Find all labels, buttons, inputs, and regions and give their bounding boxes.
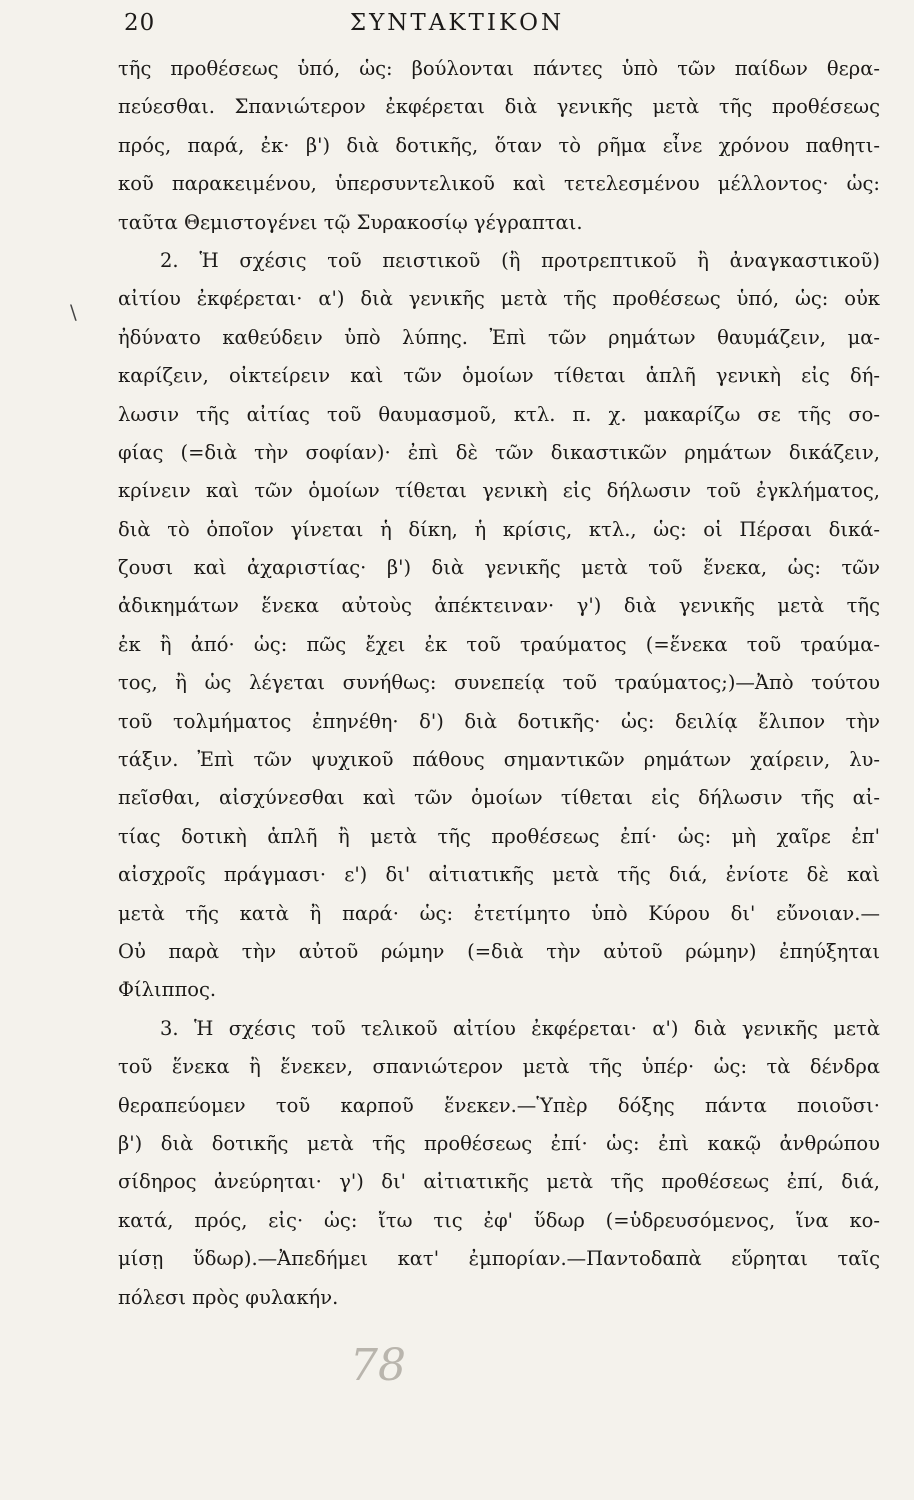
text-line: σίδηρος ἀνεύρηται· γ') δι' αἰτιατικῆς μετὰ τῆς προθέσεως ἐπί, διά, <box>118 1170 880 1194</box>
text-line: αἰτίου ἐκφέρεται· α') διὰ γενικῆς μετὰ τῆς προθέσεως ὑπό, ὡς: οὐκ <box>118 287 880 311</box>
paragraph-3-start: 3. Ἡ σχέσις τοῦ τελικοῦ αἰτίου ἐκφέρεται· α') διὰ γενικῆς μετὰ <box>160 1016 880 1040</box>
text-line: πεῖσθαι, αἰσχύνεσθαι καὶ τῶν ὁμοίων τίθεται εἰς δήλωσιν τῆς αἰ- <box>118 786 880 810</box>
text-line: πρός, παρά, ἐκ· β') διὰ δοτικῆς, ὅταν τὸ ρῆμα εἶνε χρόνου παθητι- <box>118 133 880 157</box>
running-title: ΣΥΝΤΑΚΤΙΚΟΝ <box>349 10 565 36</box>
text-line: β') διὰ δοτικῆς μετὰ τῆς προθέσεως ἐπί· ὡς: ἐπὶ κακῷ ἀνθρώπου <box>118 1131 880 1155</box>
page-number: 20 <box>124 10 156 36</box>
text-line: μετὰ τῆς κατὰ ἢ παρά· ὡς: ἐτετίμητο ὑπὸ Κύρου δι' εὔνοιαν.— <box>118 901 880 925</box>
text-line: τοῦ ἕνεκα ἢ ἕνεκεν, σπανιώτερον μετὰ τῆς ὑπέρ· ὡς: τὰ δένδρα <box>118 1055 880 1079</box>
text-line: Οὐ παρὰ τὴν αὐτοῦ ρώμην (=διὰ τὴν αὐτοῦ ρώμην) ἐπηύξηται <box>118 939 880 963</box>
body-text <box>118 50 880 1317</box>
text-line: ἐκ ἢ ἀπό· ὡς: πῶς ἔχει ἐκ τοῦ τραύματος (=ἕνεκα τοῦ τραύμα- <box>118 632 880 656</box>
text-line: καρίζειν, οἰκτείρειν καὶ τῶν ὁμοίων τίθεται ἁπλῆ γενικὴ εἰς δή- <box>118 364 880 388</box>
text-line: ἀδικημάτων ἕνεκα αὐτοὺς ἀπέκτειναν· γ') διὰ γενικῆς μετὰ τῆς <box>118 594 880 618</box>
text-line: τάξιν. Ἐπὶ τῶν ψυχικοῦ πάθους σημαντικῶν ρημάτων χαίρειν, λυ- <box>118 748 880 772</box>
text-line: κρίνειν καὶ τῶν ὁμοίων τίθεται γενικὴ εἰς δήλωσιν τοῦ ἐγκλήματος, <box>118 479 880 503</box>
pencil-mark: 78 <box>350 1340 406 1391</box>
paragraph-2-start: 2. Ἡ σχέσις τοῦ πειστικοῦ (ἢ προτρεπτικοῦ ἢ ἀναγκαστικοῦ) <box>160 248 880 272</box>
text-line: κατά, πρός, εἰς· ὡς: ἴτω τις ἐφ' ὕδωρ (=ὑδρευσόμενος, ἵνα κο- <box>118 1208 880 1232</box>
text-line: ζουσι καὶ ἀχαριστίας· β') διὰ γενικῆς μετὰ τοῦ ἕνεκα, ὡς: τῶν <box>118 556 880 580</box>
text-line: διὰ τὸ ὁποῖον γίνεται ἡ δίκη, ἡ κρίσις, κτλ., ὡς: οἱ Πέρσαι δικά- <box>118 517 880 541</box>
text-line: μίσῃ ὕδωρ).—Ἀπεδήμει κατ' ἐμπορίαν.—Παντοδαπὰ εὕρηται ταῖς <box>118 1247 880 1271</box>
margin-mark: \ <box>70 300 77 324</box>
text-line: τος, ἢ ὡς λέγεται συνήθως: συνεπείᾳ τοῦ τραύματος;)—Ἀπὸ τούτου <box>118 671 880 695</box>
text-line: Φίλιππος. <box>118 978 217 1002</box>
text-line: λωσιν τῆς αἰτίας τοῦ θαυμασμοῦ, κτλ. π. χ. μακαρίζω σε τῆς σο- <box>118 402 880 426</box>
text-line: πεύεσθαι. Σπανιώτερον ἐκφέρεται διὰ γενικῆς μετὰ τῆς προθέσεως <box>118 95 880 119</box>
text-line: πόλεσι πρὸς φυλακήν. <box>118 1285 339 1309</box>
text-line: τῆς προθέσεως ὑπό, ὡς: βούλονται πάντες ὑπὸ τῶν παίδων θερα- <box>118 57 880 80</box>
text-line: ταῦτα Θεμιστογένει τῷ Συρακοσίῳ γέγραπται. <box>118 210 583 234</box>
text-line: κοῦ παρακειμένου, ὑπερσυντελικοῦ καὶ τετελεσμένου μέλλοντος· ὡς: <box>118 172 880 196</box>
text-line: θεραπεύομεν τοῦ καρποῦ ἕνεκεν.—Ὑπὲρ δόξης πάντα ποιοῦσι· <box>118 1093 880 1117</box>
text-line: τοῦ τολμήματος ἐπηνέθη· δ') διὰ δοτικῆς· ὡς: δειλίᾳ ἔλιπον τὴν <box>118 709 880 733</box>
text-line: αἰσχροῖς πράγμασι· ε') δι' αἰτιατικῆς μετὰ τῆς διά, ἐνίοτε δὲ καὶ <box>118 863 880 887</box>
page-header <box>0 6 914 46</box>
text-line: τίας δοτικὴ ἁπλῆ ἢ μετὰ τῆς προθέσεως ἐπί· ὡς: μὴ χαῖρε ἐπ' <box>118 824 880 848</box>
text-line: φίας (=διὰ τὴν σοφίαν)· ἐπὶ δὲ τῶν δικαστικῶν ρημάτων δικάζειν, <box>118 440 880 464</box>
text-line: ἠδύνατο καθεύδειν ὑπὸ λύπης. Ἐπὶ τῶν ρημάτων θαυμάζειν, μα- <box>118 325 880 349</box>
